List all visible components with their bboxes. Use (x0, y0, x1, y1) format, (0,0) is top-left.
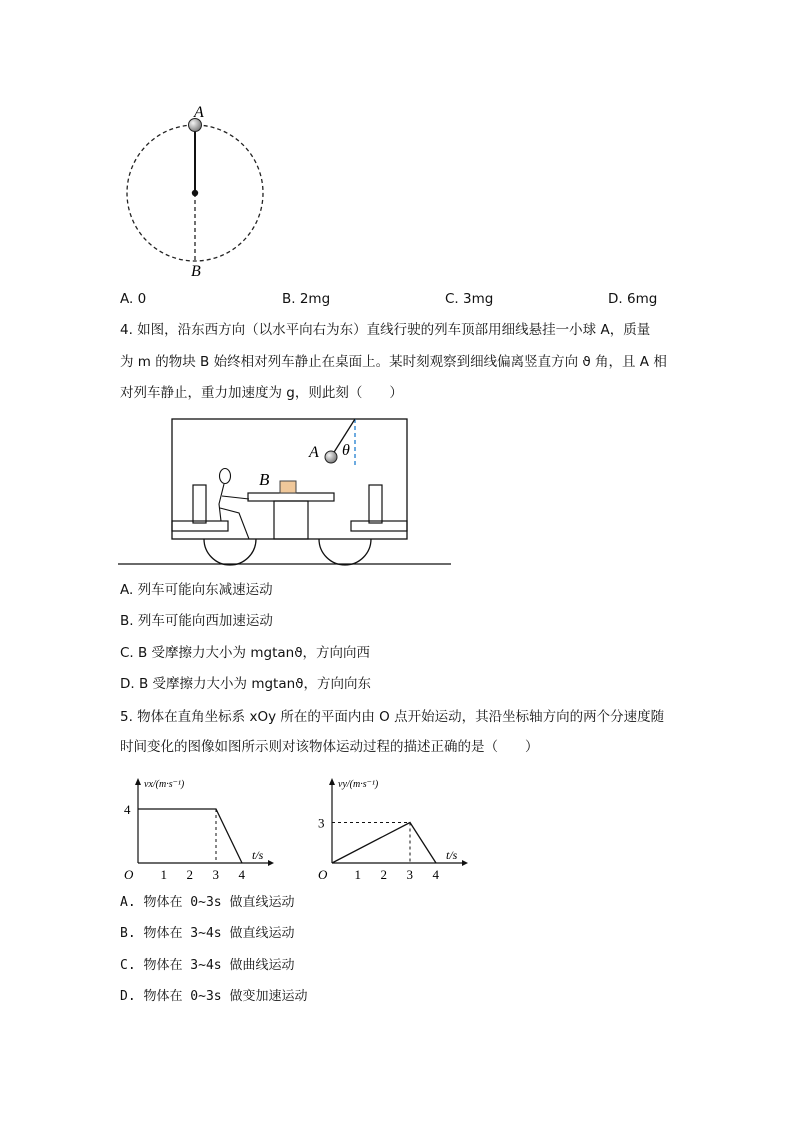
person-head (220, 469, 231, 484)
q3-option-a: A. 0 (120, 291, 147, 307)
label-angle: θ (342, 442, 350, 459)
q3-option-b: B. 2mg (282, 291, 331, 307)
x-tick-label: 3 (212, 867, 219, 882)
q4-option-b: B. 列车可能向西加速运动 (120, 613, 273, 629)
x-tick-label: 3 (406, 867, 413, 882)
x-tick-label: 2 (380, 867, 387, 882)
q5-option-c: C. 物体在 3~4s 做曲线运动 (120, 958, 295, 973)
train-figure (118, 415, 458, 570)
wheel-left (204, 539, 256, 565)
label-a: A (194, 104, 204, 121)
label-ball-a: A (309, 444, 319, 461)
q5-option-a: A. 物体在 0~3s 做直线运动 (120, 895, 295, 910)
x-axis-arrow (462, 860, 468, 866)
y-tick-label: 4 (124, 802, 131, 817)
x-tick-label: 1 (160, 867, 167, 882)
x-tick-label: 1 (354, 867, 361, 882)
q4-option-a: A. 列车可能向东减速运动 (120, 582, 273, 598)
circle-figure (110, 98, 280, 283)
table-leg (274, 501, 308, 539)
origin-label: O (124, 867, 134, 882)
y-tick-label: 3 (318, 815, 325, 831)
series-line (332, 823, 436, 864)
x-axis-arrow (268, 860, 274, 866)
q4-option-c: C. B 受摩擦力大小为 mgtanϑ，方向向西 (120, 645, 371, 661)
y-axis-arrow (329, 778, 335, 785)
q4-stem-line2: 为 m 的物块 B 始终相对列车静止在桌面上。某时刻观察到细线偏离竖直方向 ϑ 角，且 A 相 (120, 354, 667, 370)
label-b: B (191, 263, 201, 280)
seat-left-back (193, 485, 206, 523)
vx-chart (118, 773, 288, 885)
block-b (280, 481, 296, 493)
table-top (248, 493, 334, 501)
q3-option-d: D. 6mg (608, 291, 658, 307)
q4-option-d: D. B 受摩擦力大小为 mgtanϑ，方向向东 (120, 676, 372, 692)
ball-a-pendulum (325, 451, 337, 463)
x-tick-label: 2 (186, 867, 193, 882)
q4-stem-line1: 4. 如图，沿东西方向（以水平向右为东）直线行驶的列车顶部用细线悬挂一小球 A，质量 (120, 322, 651, 338)
center-dot (192, 190, 198, 196)
wheel-right (319, 539, 371, 565)
q5-option-b: B. 物体在 3~4s 做直线运动 (120, 926, 295, 941)
q3-option-c: C. 3mg (445, 291, 494, 307)
x-axis-label: t/s (252, 848, 264, 862)
y-axis-label: vy/(m·s⁻¹) (338, 779, 379, 790)
q5-option-d: D. 物体在 0~3s 做变加速运动 (120, 989, 308, 1004)
x-axis-label: t/s (446, 848, 458, 862)
x-tick-label: 4 (432, 867, 439, 882)
q4-stem-line3: 对列车静止，重力加速度为 g，则此刻（ ） (120, 385, 403, 401)
y-axis-label: vx/(m·s⁻¹) (144, 779, 185, 790)
vy-chart (312, 773, 482, 885)
label-block-b: B (259, 470, 270, 489)
x-tick-label: 4 (238, 867, 245, 882)
origin-label: O (318, 867, 328, 882)
y-axis-arrow (135, 778, 141, 785)
q5-stem-line1: 5. 物体在直角坐标系 xOy 所在的平面内由 O 点开始运动，其沿坐标轴方向的两个分速度随 (120, 709, 665, 725)
seat-right-back (369, 485, 382, 523)
q5-stem-line2: 时间变化的图像如图所示则对该物体运动过程的描述正确的是（ ） (120, 739, 539, 755)
series-line (138, 809, 242, 863)
